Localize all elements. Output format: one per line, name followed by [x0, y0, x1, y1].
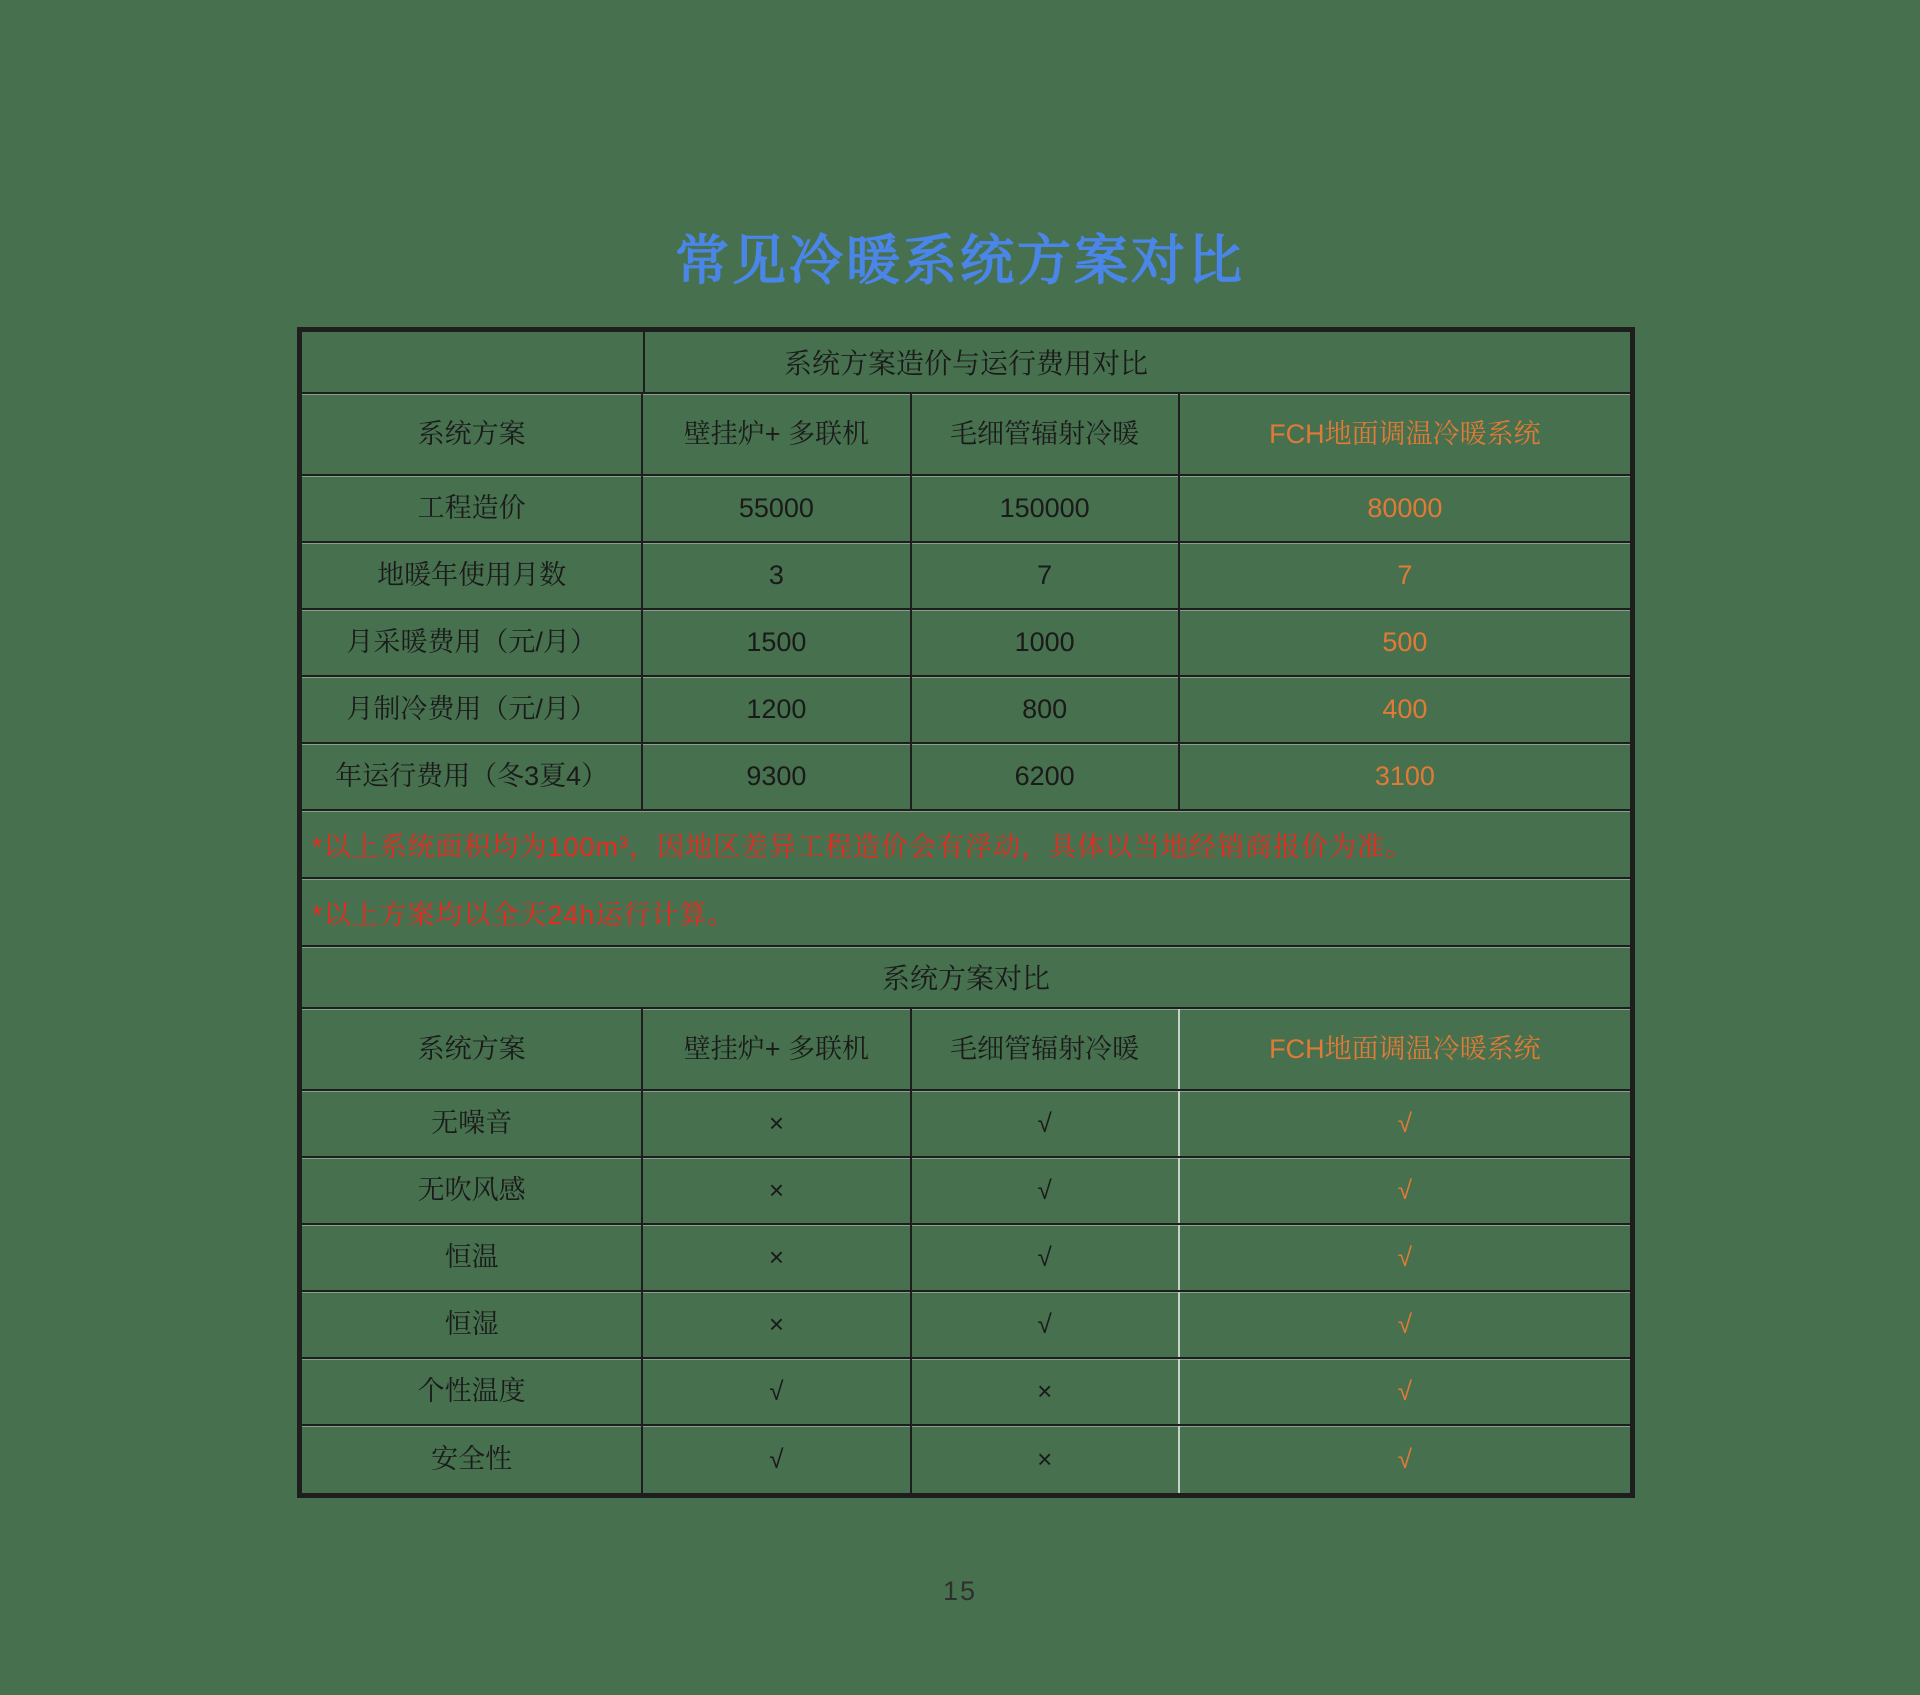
column-header-capillary: 毛细管辐射冷暖 — [912, 394, 1180, 474]
cell-value: 7 — [912, 543, 1180, 608]
cell-mark: √ — [1397, 1107, 1413, 1138]
row-label: 恒温 — [302, 1225, 643, 1290]
section2-column-header-row — [302, 1009, 1630, 1091]
section2-header-row — [302, 947, 1630, 1009]
cell-value: 6200 — [912, 744, 1180, 809]
cell-mark: √ — [1397, 1308, 1413, 1339]
row-label: 恒湿 — [302, 1292, 643, 1357]
cell-mark: √ — [643, 1426, 911, 1493]
cell-value: 150000 — [912, 476, 1180, 541]
cell-value: 800 — [912, 677, 1180, 742]
row-label: 无噪音 — [302, 1091, 643, 1156]
row-label: 无吹风感 — [302, 1158, 643, 1223]
page-number: 15 — [942, 1576, 978, 1606]
cell-mark: √ — [1397, 1375, 1413, 1406]
cell-mark: √ — [912, 1091, 1180, 1156]
cell-mark: × — [643, 1225, 911, 1290]
table-row-constant-temperature — [302, 1225, 1630, 1292]
cell-value: 3100 — [1374, 761, 1435, 792]
table-row-safety — [302, 1426, 1630, 1493]
column-header-boiler: 壁挂炉+ 多联机 — [643, 394, 911, 474]
table-row-project-cost — [302, 476, 1630, 543]
row-label: 地暖年使用月数 — [302, 543, 643, 608]
cell-value: 3 — [643, 543, 911, 608]
cell-value: 7 — [1397, 560, 1413, 591]
table-row-annual-running-cost — [302, 744, 1630, 811]
cell-mark: √ — [1397, 1174, 1413, 1205]
row-label: 月采暖费用（元/月） — [302, 610, 643, 675]
row-label: 月制冷费用（元/月） — [302, 677, 643, 742]
column-header-boiler: 壁挂炉+ 多联机 — [643, 1009, 911, 1089]
cell-value: 500 — [1382, 627, 1428, 658]
cell-mark: √ — [1397, 1443, 1413, 1474]
section2-title: 系统方案对比 — [881, 963, 1050, 994]
column-header-capillary: 毛细管辐射冷暖 — [912, 1009, 1180, 1089]
table-row-constant-humidity — [302, 1292, 1630, 1359]
footnote-row-area — [302, 811, 1630, 879]
table-row-no-draft — [302, 1158, 1630, 1225]
table-row-individual-temperature — [302, 1359, 1630, 1426]
section1-header-row — [302, 332, 1630, 394]
cell-mark: √ — [643, 1359, 911, 1424]
cell-mark: √ — [912, 1158, 1180, 1223]
row-label: 工程造价 — [302, 476, 643, 541]
footnote-row-24h — [302, 879, 1630, 947]
cell-value: 400 — [1382, 694, 1428, 725]
cell-mark: × — [912, 1359, 1180, 1424]
table-row-monthly-heating-cost — [302, 610, 1630, 677]
cell-mark: × — [643, 1091, 911, 1156]
cell-value: 55000 — [643, 476, 911, 541]
cell-mark: × — [643, 1292, 911, 1357]
cell-value: 80000 — [1367, 493, 1443, 524]
table-row-no-noise — [302, 1091, 1630, 1158]
section1-column-header-row — [302, 394, 1630, 476]
column-header-scheme: 系统方案 — [302, 394, 643, 474]
cell-mark: √ — [912, 1292, 1180, 1357]
cell-mark: × — [643, 1158, 911, 1223]
cell-value: 1000 — [912, 610, 1180, 675]
comparison-table — [297, 327, 1635, 1498]
column-header-fch: FCH地面调温冷暖系统 — [1269, 1033, 1541, 1064]
cell-mark: × — [912, 1426, 1180, 1493]
table-row-monthly-cooling-cost — [302, 677, 1630, 744]
column-header-fch: FCH地面调温冷暖系统 — [1269, 418, 1541, 449]
cell-mark: √ — [912, 1225, 1180, 1290]
row-label: 安全性 — [302, 1426, 643, 1493]
cell-value: 9300 — [643, 744, 911, 809]
table-row-heating-months — [302, 543, 1630, 610]
row-label: 年运行费用（冬3夏4） — [302, 744, 643, 809]
cell-value: 1200 — [643, 677, 911, 742]
footnote-area: *以上系统面积均为100m³，因地区差异工程造价会有浮动，具体以当地经销商报价为准。 — [312, 831, 1414, 862]
column-header-scheme: 系统方案 — [302, 1009, 643, 1089]
cell-mark: √ — [1397, 1241, 1413, 1272]
page-title: 常见冷暖系统方案对比 — [675, 231, 1245, 291]
cell-value: 1500 — [643, 610, 911, 675]
row-label: 个性温度 — [302, 1359, 643, 1424]
section1-title: 系统方案造价与运行费用对比 — [783, 348, 1148, 379]
footnote-24h: *以上方案均以全天24h运行计算。 — [312, 899, 736, 930]
